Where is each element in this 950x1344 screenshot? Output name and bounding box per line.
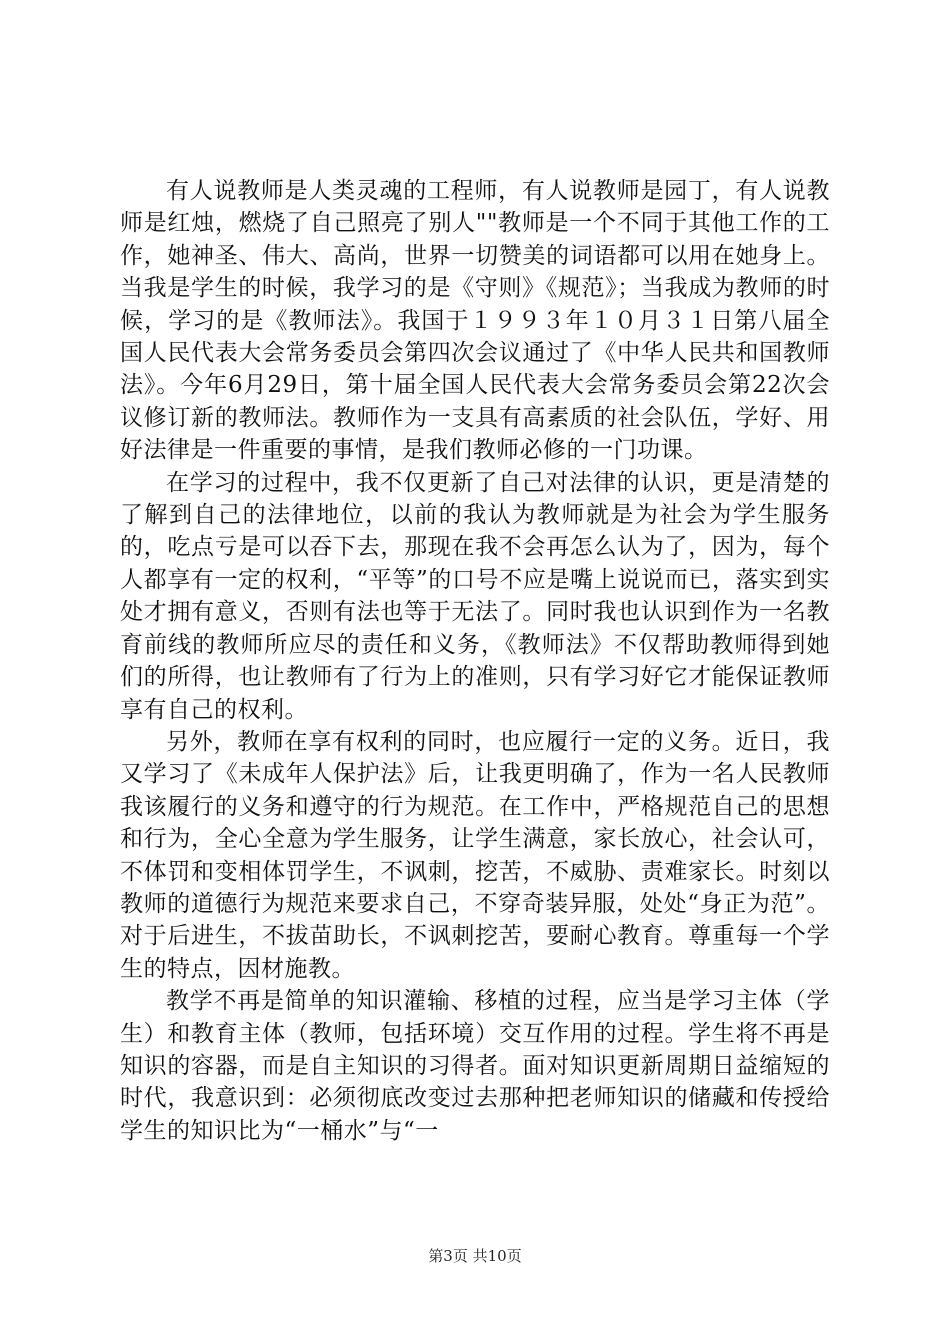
paragraph-1: 有人说教师是人类灵魂的工程师，有人说教师是园丁，有人说教师是红烛，燃烧了自己照亮了别人""教师是一个不同于其他工作的工作，她神圣、伟大、高尚，世界一切赞美的词语都可以用在她身上。当我是学生的时候，我学习的是《守则》《规范》；当我成为教师的时候，学习的是《教师法》。我国于１９９３年１０月３１日第八届全国人民代表大会常务委员会第四次会议通过了《中华人民共和国教师法》。今年6月29日，第十届全国人民代表大会常务委员会第22次会议修订新的教师法。教师作为一支具有高素质的社会队伍，学好、用好法律是一件重要的事情，是我们教师必修的一门功课。 (120, 178, 830, 464)
paragraph-4: 教学不再是简单的知识灌输、移植的过程，应当是学习主体（学生）和教育主体（教师，包括环境）交互作用的过程。学生将不再是知识的容器，而是自主知识的习得者。面对知识更新周期日益缩短的时代，我意识到：必须彻底改变过去那种把老师知识的储藏和传授给学生的知识比为“一桶水”与“一 (120, 988, 830, 1144)
page-footer: 第3页 共10页 (428, 1247, 522, 1265)
document-body (120, 175, 830, 1147)
paragraph-2: 在学习的过程中，我不仅更新了自己对法律的认识，更是清楚的了解到自己的法律地位，以前的我认为教师就是为社会为学生服务的，吃点亏是可以吞下去，那现在我不会再怎么认为了，因为，每个人都享有一定的权利，“平等”的口号不应是嘴上说说而已，落实到实处才拥有意义，否则有法也等于无法了。同时我也认识到作为一名教育前线的教师所应尽的责任和义务，《教师法》不仅帮助教师得到她们的所得，也让教师有了行为上的准则，只有学习好它才能保证教师享有自己的权利。 (120, 469, 830, 723)
paragraph-3: 另外，教师在享有权利的同时，也应履行一定的义务。近日，我又学习了《未成年人保护法》后，让我更明确了，作为一名人民教师我该履行的义务和遵守的行为规范。在工作中，严格规范自己的思想和行为，全心全意为学生服务，让学生满意，家长放心，社会认可，不体罚和变相体罚学生，不讽刺，挖苦，不威胁、责难家长。时刻以教师的道德行为规范来要求自己，不穿奇装异服，处处“身正为范”。对于后进生，不拔苗助长，不讽刺挖苦，要耐心教育。尊重每一个学生的特点，因材施教。 (120, 728, 830, 982)
